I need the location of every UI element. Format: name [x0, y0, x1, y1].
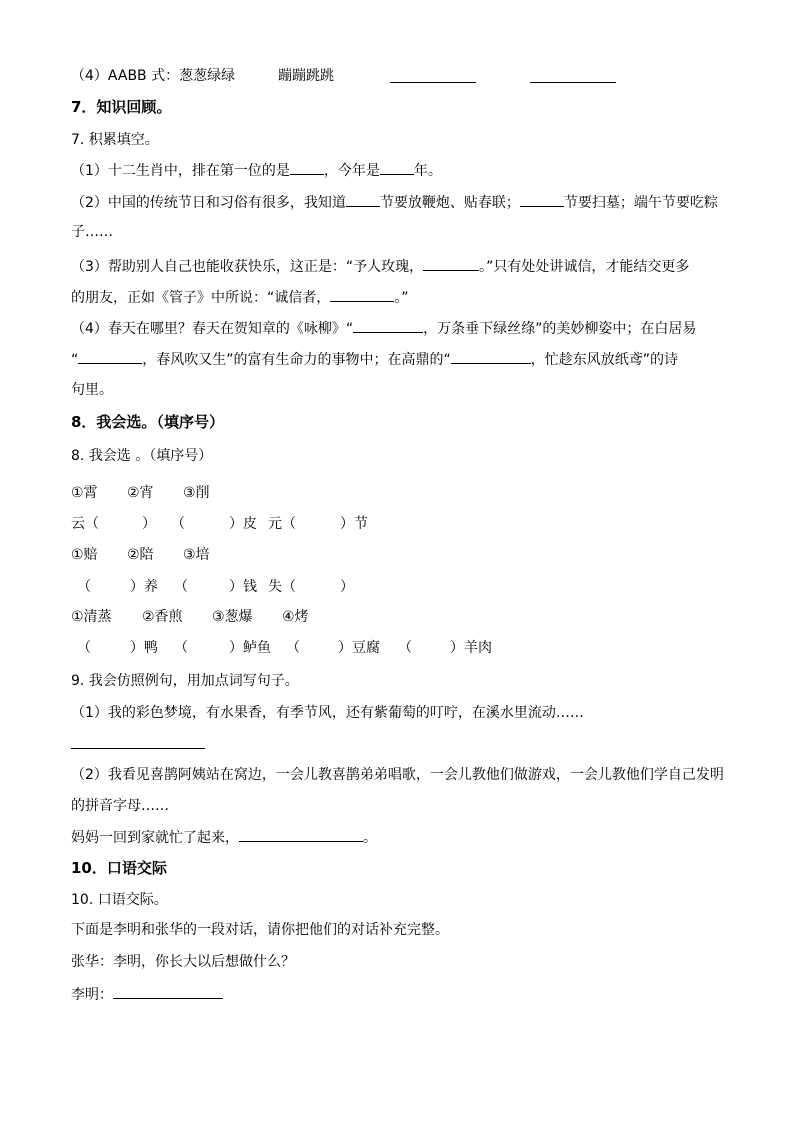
q6-blank-1[interactable] — [390, 82, 476, 83]
q7-heading: 7．知识回顾。 — [71, 98, 172, 116]
q7-item3-text-a: （3）帮助别人自己也能收获快乐，这正是：“予人玫瑰， — [71, 259, 424, 275]
q7-item3-text-c: 的朋友，正如《管子》中所说：“诚信者， — [71, 290, 331, 306]
q7-item4-cont — [71, 349, 678, 370]
q7-item1-text-a: （1）十二生肖中，排在第一位的是 — [71, 163, 290, 179]
q7-item4-text-a: （4）春天在哪里？春天在贺知章的《咏柳》“ — [71, 321, 354, 337]
q7-item2-text-a: （2）中国的传统节日和习俗有很多，我知道 — [71, 195, 346, 211]
q7-item2 — [71, 192, 718, 213]
q8-g1-opt-3: ③削 — [183, 485, 210, 501]
q8-g2-b6: ） — [340, 579, 354, 595]
q8-g1-b4: ）皮 — [229, 516, 257, 532]
q7-item1-blank-1[interactable] — [290, 160, 324, 175]
q7-item2-text-c: 节要扫墓；端午节要吃粽 — [563, 195, 718, 211]
q7-item3 — [71, 256, 689, 277]
q7-item3-text-b: 。”只有处处讲诚信，才能结交更多 — [479, 259, 690, 275]
q7-item4 — [71, 318, 696, 339]
q8-g3-opt-1: ①清蒸 — [71, 609, 112, 625]
q7-item2-cont: 子…… — [71, 224, 113, 240]
q8-g1-b6: ）节 — [340, 516, 368, 532]
q8-heading: 8．我会选。（填序号） — [71, 413, 224, 431]
q8-g2-b5: 失（ — [268, 579, 296, 595]
q8-g3-b2: ）鸭 — [130, 640, 158, 656]
q7-item4-end: 句里。 — [71, 382, 113, 398]
q8-g3-b5: （ — [286, 640, 300, 656]
q8-g1-b5: 元（ — [268, 516, 296, 532]
q8-g3-b3: （ — [174, 640, 188, 656]
q7-title: 7. 积累填空。 — [71, 132, 159, 148]
q8-g3-b6: ）豆腐 — [338, 640, 380, 656]
q7-item4-text-d: ，春风吹又生”的富有生命力的事物中；在高鼎的“ — [142, 352, 451, 368]
q8-g3-opt-2: ②香煎 — [142, 609, 183, 625]
q10-heading: 10．口语交际 — [71, 859, 167, 877]
q6-item4-label: （4）AABB 式：葱葱绿绿 — [71, 68, 236, 84]
q7-item3-blank-1[interactable] — [423, 256, 479, 271]
q9-item2-line1: （2）我看见喜鹊阿姨站在窝边，一会儿教喜鹊弟弟唱歌，一会儿教他们做游戏，一会儿教他们学自己发明 — [71, 767, 724, 783]
q8-g3-b4: ）鲈鱼 — [229, 640, 271, 656]
q8-g3-b8: ）羊肉 — [450, 640, 492, 656]
q7-item3-blank-2[interactable] — [330, 287, 394, 302]
q8-g2-opt-3: ③培 — [183, 547, 210, 563]
q7-item1-text-b: ，今年是 — [323, 163, 380, 179]
q8-g1-opt-1: ①霄 — [71, 485, 98, 501]
q9-item1: （1）我的彩色梦境，有水果香，有季节风，还有紫葡萄的叮咛，在溪水里流动…… — [71, 705, 584, 721]
q7-item4-text-b: ，万条垂下绿丝绦”的美妙柳姿中；在白居易 — [423, 321, 697, 337]
q7-item3-text-d: 。” — [394, 290, 409, 306]
q8-g2-opt-2: ②陪 — [127, 547, 154, 563]
q10-zhang: 张华：李明，你长大以后想做什么？ — [71, 954, 295, 970]
q7-item2-blank-1[interactable] — [346, 192, 380, 207]
q9-item2-blank[interactable] — [239, 827, 363, 842]
q9-item2-line2: 的拼音字母…… — [71, 798, 169, 814]
q8-g2-opt-1: ①赔 — [71, 547, 98, 563]
q8-g3-b7: （ — [398, 640, 412, 656]
q9-title: 9. 我会仿照例句，用加点词写句子。 — [71, 673, 299, 689]
q10-li-label: 李明： — [71, 987, 113, 1003]
q7-item2-blank-2[interactable] — [520, 192, 564, 207]
q9-item2-text-d: 。 — [363, 830, 377, 846]
q9-item2-text-c: 妈妈一回到家就忙了起来， — [71, 830, 239, 846]
q10-title: 10. 口语交际。 — [71, 892, 168, 908]
q6-blank-2[interactable] — [530, 82, 616, 83]
q7-item1-blank-2[interactable] — [380, 160, 414, 175]
q7-item4-blank-3[interactable] — [451, 349, 531, 364]
q7-item1 — [71, 160, 442, 181]
q8-g1-opt-2: ②宵 — [127, 485, 154, 501]
q8-g2-b3: （ — [174, 579, 188, 595]
q8-title: 8. 我会选 。（填序号） — [71, 448, 213, 464]
q9-item2-line3 — [71, 827, 377, 848]
q8-g3-opt-4: ④烤 — [282, 609, 309, 625]
q6-item4-example2: 蹦蹦跳跳 — [278, 68, 334, 84]
q8-g1-b1: 云（ — [71, 516, 99, 532]
q8-g2-b4: ）钱 — [229, 579, 257, 595]
q8-g2-b2: ）养 — [130, 579, 158, 595]
q7-item3-cont — [71, 287, 409, 308]
q10-intro: 下面是李明和张华的一段对话，请你把他们的对话补充完整。 — [71, 922, 449, 938]
q8-g3-b1: （ — [77, 640, 91, 656]
q8-g2-b1: （ — [77, 579, 91, 595]
q7-item2-text-b: 节要放鞭炮、贴春联； — [379, 195, 520, 211]
q8-g3-opt-3: ③葱爆 — [212, 609, 253, 625]
q9-item1-answer-line[interactable] — [71, 748, 205, 749]
q7-item4-blank-2[interactable] — [78, 349, 142, 364]
q8-g1-b3: （ — [171, 516, 185, 532]
q8-g1-b2: ） — [142, 516, 156, 532]
q7-item1-text-c: 年。 — [413, 163, 442, 179]
q10-li-blank[interactable] — [113, 984, 223, 999]
q7-item4-blank-1[interactable] — [353, 318, 423, 333]
q7-item4-text-e: ，忙趁东风放纸鸢”的诗 — [530, 352, 679, 368]
q7-item4-text-c: “ — [71, 352, 79, 368]
q10-li — [71, 984, 223, 1005]
